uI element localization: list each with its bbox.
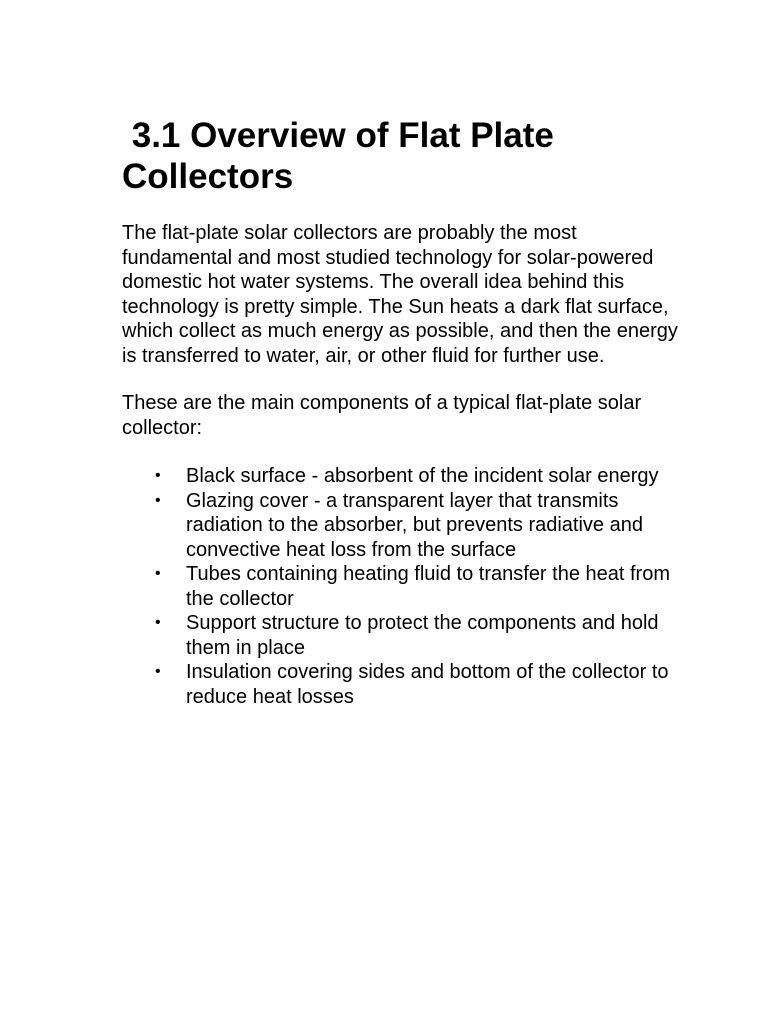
list-item: [122, 489, 686, 563]
list-item-text: Tubes containing heating fluid to transfer the heat from the collector: [186, 563, 670, 610]
bullet-icon: •: [155, 491, 161, 509]
document-page: [122, 115, 692, 709]
components-list: [122, 464, 692, 709]
bullet-icon: •: [155, 467, 161, 484]
list-item-text: Support structure to protect the components and hold them in place: [186, 612, 659, 659]
bullet-icon: •: [155, 565, 161, 582]
list-item: [122, 464, 686, 489]
list-item-text: Glazing cover - a transparent layer that transmits radiation to the absorber, but prevents radiative and convective heat loss from the surface: [186, 489, 643, 561]
list-item: [122, 611, 686, 660]
list-item-text: Black surface - absorbent of the incident solar energy: [186, 465, 659, 487]
section-title: 3.1 Overview of Flat Plate Collectors: [122, 116, 564, 196]
intro-paragraph: The flat-plate solar collectors are probably the most fundamental and most studied technology for solar-powered domestic hot water systems. The overall idea behind this technology is pretty simple. The Sun heats a dark flat surface, which collect as much energy as possible, and then the energy is transferred to water, air, or other fluid for further use.: [122, 222, 678, 367]
bullet-icon: •: [155, 663, 161, 680]
components-intro-paragraph: These are the main components of a typical flat-plate solar collector:: [122, 392, 642, 439]
list-item: [122, 562, 686, 611]
list-item-text: Insulation covering sides and bottom of the collector to reduce heat losses: [186, 661, 669, 708]
bullet-icon: •: [155, 614, 161, 631]
list-item: [122, 660, 686, 709]
